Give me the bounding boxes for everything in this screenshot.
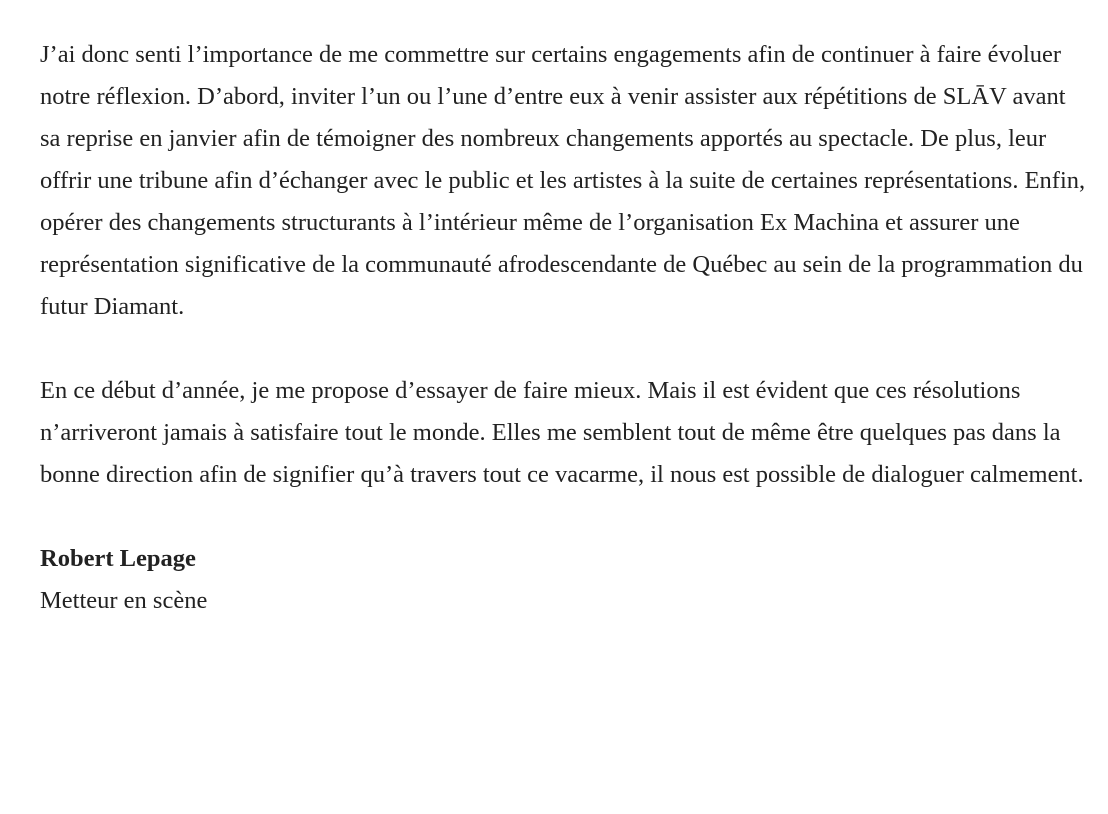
author-signature	[40, 538, 1092, 622]
author-name: Robert Lepage	[40, 545, 196, 572]
article-body	[40, 34, 1092, 622]
paragraph-resolutions: En ce début d’année, je me propose d’essayer de faire mieux. Mais il est évident que ces résolutions n’arriveront jamais à satisfaire tout le monde. Elles me semblent tout de même être quelques pas dans la bonne direction afin de signifier qu’à travers tout ce vacarme, il nous est possible de dialoguer calmement.	[40, 377, 1084, 488]
paragraph-commitments: J’ai donc senti l’importance de me commettre sur certains engagements afin de continuer à faire évoluer notre réflexion. D’abord, inviter l’un ou l’une d’entre eux à venir assister aux répétitions de SLĀV avant sa reprise en janvier afin de témoigner des nombreux changements apportés au spectacle. De plus, leur offrir une tribune afin d’échanger avec le public et les artistes à la suite de certaines représentations. Enfin, opérer des changements structurants à l’intérieur même de l’organisation Ex Machina et assurer une représentation significative de la communauté afrodescendante de Québec au sein de la programmation du futur Diamant.	[40, 41, 1086, 320]
author-role: Metteur en scène	[40, 587, 208, 614]
